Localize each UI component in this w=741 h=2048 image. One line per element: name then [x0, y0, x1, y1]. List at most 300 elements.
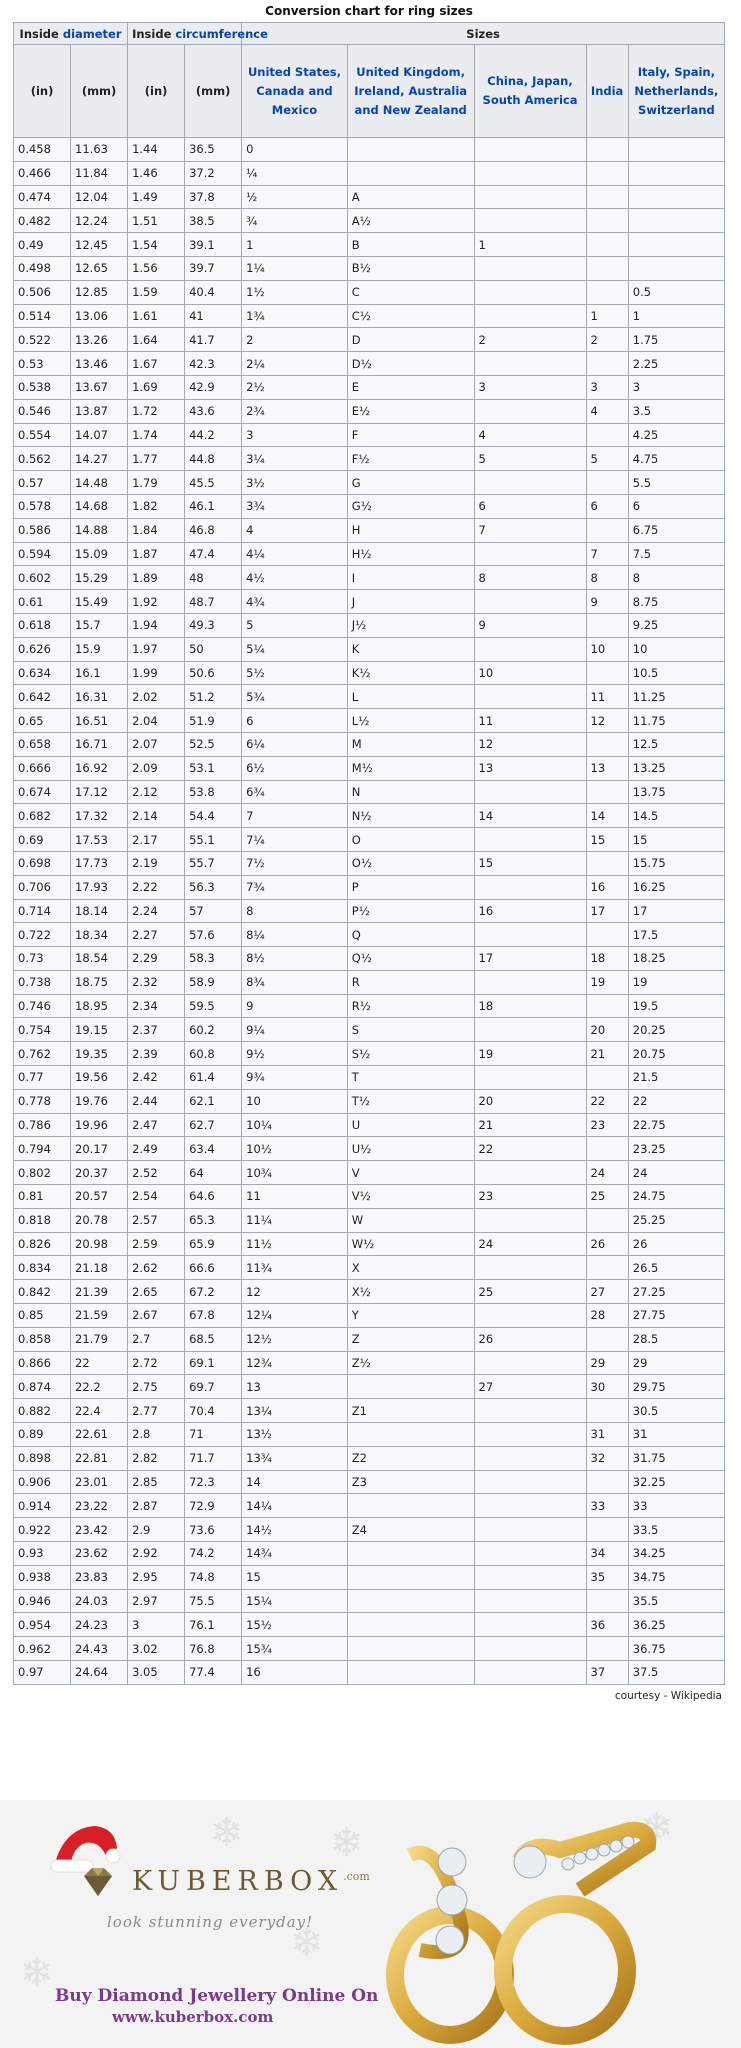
cell-india-size — [586, 1137, 628, 1161]
cell-uk-size: Z4 — [347, 1518, 474, 1542]
cell-mm-diameter: 19.15 — [71, 1018, 128, 1042]
cell-mm-diameter: 21.79 — [71, 1327, 128, 1351]
cell-italy-size: 35.5 — [628, 1589, 724, 1613]
cell-china-size — [474, 1589, 586, 1613]
cell-in-diameter: 0.538 — [14, 375, 71, 399]
cell-mm-diameter: 21.39 — [71, 1280, 128, 1304]
table-row — [14, 851, 725, 875]
cell-uk-size: D½ — [347, 352, 474, 376]
cell-in-circumference: 1.67 — [128, 352, 185, 376]
cell-in-circumference: 1.79 — [128, 471, 185, 495]
cell-uk-size: W — [347, 1208, 474, 1232]
cell-mm-circumference: 62.7 — [185, 1113, 242, 1137]
cell-in-circumference: 2.42 — [128, 1066, 185, 1090]
snowflake-icon: ❄ — [640, 1805, 674, 1851]
cell-mm-diameter: 16.1 — [71, 661, 128, 685]
cell-mm-circumference: 74.8 — [185, 1565, 242, 1589]
cell-italy-size: 14.5 — [628, 804, 724, 828]
cell-mm-diameter: 24.23 — [71, 1613, 128, 1637]
cell-mm-diameter: 11.84 — [71, 161, 128, 185]
cell-in-diameter: 0.522 — [14, 328, 71, 352]
cell-in-circumference: 2.19 — [128, 851, 185, 875]
cell-china-size: 9 — [474, 613, 586, 637]
col-header-mm-diameter: (mm) — [71, 45, 128, 138]
cell-in-diameter: 0.746 — [14, 994, 71, 1018]
cell-in-diameter: 0.954 — [14, 1613, 71, 1637]
cell-mm-circumference: 61.4 — [185, 1066, 242, 1090]
cell-italy-size — [628, 209, 724, 233]
cell-in-circumference: 1.44 — [128, 138, 185, 162]
cell-china-size: 5 — [474, 447, 586, 471]
table-row — [14, 1304, 725, 1328]
cell-italy-size: 10 — [628, 637, 724, 661]
kuberbox-banner[interactable] — [0, 1800, 741, 2048]
cell-mm-diameter: 20.37 — [71, 1161, 128, 1185]
cell-china-size — [474, 923, 586, 947]
cell-uk-size: K — [347, 637, 474, 661]
cell-uk-size: D — [347, 328, 474, 352]
tagline: look stunning everyday! — [107, 1913, 314, 1931]
cell-italy-size: 22.75 — [628, 1113, 724, 1137]
cell-us-size: 3¼ — [242, 447, 348, 471]
cell-in-diameter: 0.618 — [14, 613, 71, 637]
cell-in-circumference: 1.84 — [128, 518, 185, 542]
cell-india-size — [586, 851, 628, 875]
cell-mm-circumference: 75.5 — [185, 1589, 242, 1613]
cell-mm-circumference: 39.7 — [185, 256, 242, 280]
cell-mm-diameter: 15.29 — [71, 566, 128, 590]
cell-india-size — [586, 352, 628, 376]
cell-uk-size — [347, 1613, 474, 1637]
diameter-header-prefix: Inside — [19, 26, 63, 41]
cell-in-diameter: 0.858 — [14, 1327, 71, 1351]
cell-italy-size: 22 — [628, 1089, 724, 1113]
table-row — [14, 1518, 725, 1542]
cell-us-size: 8 — [242, 899, 348, 923]
cell-uk-size: J½ — [347, 613, 474, 637]
cell-italy-size: 29.75 — [628, 1375, 724, 1399]
cell-india-size: 22 — [586, 1089, 628, 1113]
cell-in-circumference: 1.49 — [128, 185, 185, 209]
cell-uk-size: A — [347, 185, 474, 209]
cell-india-size — [586, 280, 628, 304]
cell-in-circumference: 2.14 — [128, 804, 185, 828]
cell-mm-diameter: 13.46 — [71, 352, 128, 376]
cell-india-size — [586, 233, 628, 257]
table-row — [14, 256, 725, 280]
cell-mm-diameter: 14.68 — [71, 494, 128, 518]
col-header-mm-circumference: (mm) — [185, 45, 242, 138]
cell-china-size: 21 — [474, 1113, 586, 1137]
cell-uk-size: B½ — [347, 256, 474, 280]
cell-china-size: 3 — [474, 375, 586, 399]
cell-india-size — [586, 613, 628, 637]
cell-mm-circumference: 45.5 — [185, 471, 242, 495]
table-row — [14, 1089, 725, 1113]
cell-china-size — [474, 1423, 586, 1447]
cell-italy-size: 19 — [628, 970, 724, 994]
cell-uk-size: E — [347, 375, 474, 399]
cell-china-size — [474, 185, 586, 209]
cell-us-size: 7½ — [242, 851, 348, 875]
cell-china-size: 26 — [474, 1327, 586, 1351]
cell-us-size: ¾ — [242, 209, 348, 233]
col-header-india[interactable]: India — [586, 45, 628, 138]
cell-in-diameter: 0.962 — [14, 1637, 71, 1661]
cell-in-diameter: 0.914 — [14, 1494, 71, 1518]
cell-india-size: 16 — [586, 875, 628, 899]
cell-mm-circumference: 77.4 — [185, 1661, 242, 1685]
cell-mm-diameter: 24.43 — [71, 1637, 128, 1661]
cell-mm-diameter: 23.22 — [71, 1494, 128, 1518]
cell-italy-size: 11.75 — [628, 709, 724, 733]
cell-in-circumference: 1.46 — [128, 161, 185, 185]
cell-mm-diameter: 18.75 — [71, 970, 128, 994]
cell-us-size: 9¾ — [242, 1066, 348, 1090]
cell-uk-size: N½ — [347, 804, 474, 828]
cell-india-size: 31 — [586, 1423, 628, 1447]
cell-india-size: 18 — [586, 947, 628, 971]
cell-us-size: 9½ — [242, 1042, 348, 1066]
cell-mm-circumference: 76.8 — [185, 1637, 242, 1661]
cell-in-diameter: 0.594 — [14, 542, 71, 566]
cell-india-size — [586, 161, 628, 185]
col-header-in-diameter: (in) — [14, 45, 71, 138]
cell-us-size: 12 — [242, 1280, 348, 1304]
cell-in-diameter: 0.53 — [14, 352, 71, 376]
cell-in-diameter: 0.906 — [14, 1470, 71, 1494]
cell-uk-size: V½ — [347, 1185, 474, 1209]
cell-in-diameter: 0.922 — [14, 1518, 71, 1542]
cell-in-diameter: 0.586 — [14, 518, 71, 542]
table-row — [14, 994, 725, 1018]
table-row — [14, 304, 725, 328]
table-row — [14, 780, 725, 804]
cell-italy-size: 20.75 — [628, 1042, 724, 1066]
brand-name: KUBERBOX — [132, 1866, 344, 1897]
cell-italy-size: 19.5 — [628, 994, 724, 1018]
cell-in-diameter: 0.786 — [14, 1113, 71, 1137]
cell-in-diameter: 0.514 — [14, 304, 71, 328]
cell-italy-size: 16.25 — [628, 875, 724, 899]
cell-mm-circumference: 63.4 — [185, 1137, 242, 1161]
cell-in-diameter: 0.73 — [14, 947, 71, 971]
cell-china-size — [474, 399, 586, 423]
cell-mm-diameter: 19.56 — [71, 1066, 128, 1090]
cell-china-size — [474, 1399, 586, 1423]
cell-mm-diameter: 12.04 — [71, 185, 128, 209]
cell-in-circumference: 2.49 — [128, 1137, 185, 1161]
cell-mm-circumference: 72.3 — [185, 1470, 242, 1494]
table-row — [14, 566, 725, 590]
cell-uk-size: S — [347, 1018, 474, 1042]
cell-italy-size: 33.5 — [628, 1518, 724, 1542]
cell-us-size: 1 — [242, 233, 348, 257]
cell-mm-circumference: 36.5 — [185, 138, 242, 162]
cell-italy-size: 4.75 — [628, 447, 724, 471]
cell-mm-diameter: 23.62 — [71, 1542, 128, 1566]
cell-uk-size — [347, 1589, 474, 1613]
cell-in-circumference: 2.9 — [128, 1518, 185, 1542]
cell-mm-diameter: 17.12 — [71, 780, 128, 804]
cell-italy-size: 10.5 — [628, 661, 724, 685]
cell-in-diameter: 0.898 — [14, 1446, 71, 1470]
snowflake-icon: ❄ — [290, 1920, 324, 1966]
cell-india-size: 32 — [586, 1446, 628, 1470]
cell-mm-circumference: 68.5 — [185, 1327, 242, 1351]
cell-india-size — [586, 1589, 628, 1613]
cell-uk-size: J — [347, 590, 474, 614]
cell-in-diameter: 0.714 — [14, 899, 71, 923]
cell-india-size — [586, 423, 628, 447]
cell-mm-diameter: 15.9 — [71, 637, 128, 661]
cell-india-size — [586, 1208, 628, 1232]
cell-in-circumference: 2.57 — [128, 1208, 185, 1232]
cell-in-circumference: 2.67 — [128, 1304, 185, 1328]
cell-india-size — [586, 1327, 628, 1351]
cell-india-size: 30 — [586, 1375, 628, 1399]
cell-in-diameter: 0.802 — [14, 1161, 71, 1185]
cell-uk-size: F — [347, 423, 474, 447]
cell-uk-size: I — [347, 566, 474, 590]
cell-mm-circumference: 57.6 — [185, 923, 242, 947]
cell-india-size — [586, 1637, 628, 1661]
cell-in-circumference: 2.65 — [128, 1280, 185, 1304]
cell-china-size — [474, 209, 586, 233]
table-row — [14, 1637, 725, 1661]
cell-in-diameter: 0.698 — [14, 851, 71, 875]
cell-mm-circumference: 44.2 — [185, 423, 242, 447]
cell-in-circumference: 2.95 — [128, 1565, 185, 1589]
cell-mm-diameter: 20.78 — [71, 1208, 128, 1232]
cell-italy-size — [628, 161, 724, 185]
website-link[interactable]: www.kuberbox.com — [112, 2008, 274, 2026]
cell-mm-circumference: 54.4 — [185, 804, 242, 828]
cell-italy-size — [628, 185, 724, 209]
cell-mm-circumference: 65.9 — [185, 1232, 242, 1256]
cell-mm-diameter: 18.54 — [71, 947, 128, 971]
circumference-header-prefix: Inside — [132, 26, 176, 41]
cell-china-size: 4 — [474, 423, 586, 447]
cell-in-circumference: 1.69 — [128, 375, 185, 399]
cell-uk-size — [347, 1375, 474, 1399]
cell-us-size: 8½ — [242, 947, 348, 971]
cell-in-diameter: 0.674 — [14, 780, 71, 804]
diameter-link[interactable]: diameter — [62, 26, 122, 41]
cell-uk-size: G — [347, 471, 474, 495]
cell-in-circumference: 1.94 — [128, 613, 185, 637]
cell-italy-size: 36.25 — [628, 1613, 724, 1637]
cell-mm-circumference: 57 — [185, 899, 242, 923]
cell-mm-circumference: 40.4 — [185, 280, 242, 304]
cell-italy-size: 24.75 — [628, 1185, 724, 1209]
cell-italy-size: 4.25 — [628, 423, 724, 447]
col-header-uk[interactable]: United Kingdom, Ireland, Australia and New Zealand — [347, 45, 474, 138]
kuberbox-logo-icon — [80, 1864, 116, 1900]
cell-mm-diameter: 13.06 — [71, 304, 128, 328]
cell-india-size: 37 — [586, 1661, 628, 1685]
cell-india-size: 27 — [586, 1280, 628, 1304]
cell-china-size — [474, 1446, 586, 1470]
cell-india-size: 24 — [586, 1161, 628, 1185]
cell-us-size: 7 — [242, 804, 348, 828]
cell-us-size: 12¾ — [242, 1351, 348, 1375]
cell-uk-size: Z3 — [347, 1470, 474, 1494]
cell-in-diameter: 0.85 — [14, 1304, 71, 1328]
cell-mm-circumference: 48 — [185, 566, 242, 590]
cell-in-diameter: 0.666 — [14, 756, 71, 780]
cell-india-size — [586, 518, 628, 542]
cell-mm-circumference: 42.9 — [185, 375, 242, 399]
cell-uk-size: W½ — [347, 1232, 474, 1256]
cell-in-diameter: 0.642 — [14, 685, 71, 709]
cell-italy-size: 13.75 — [628, 780, 724, 804]
table-row — [14, 185, 725, 209]
cell-italy-size: 24 — [628, 1161, 724, 1185]
cell-india-size: 34 — [586, 1542, 628, 1566]
cell-mm-circumference: 65.3 — [185, 1208, 242, 1232]
cell-mm-diameter: 13.87 — [71, 399, 128, 423]
table-row — [14, 875, 725, 899]
cell-mm-diameter: 16.92 — [71, 756, 128, 780]
cell-in-diameter: 0.498 — [14, 256, 71, 280]
cell-in-circumference: 1.74 — [128, 423, 185, 447]
cell-in-circumference: 1.61 — [128, 304, 185, 328]
circumference-link[interactable]: circumference — [175, 26, 268, 41]
cell-china-size — [474, 828, 586, 852]
cell-china-size: 1 — [474, 233, 586, 257]
cell-uk-size: Z — [347, 1327, 474, 1351]
cell-uk-size: B — [347, 233, 474, 257]
cell-china-size: 13 — [474, 756, 586, 780]
cell-in-diameter: 0.506 — [14, 280, 71, 304]
cell-us-size: 3½ — [242, 471, 348, 495]
cell-uk-size: R — [347, 970, 474, 994]
cell-in-circumference: 2.39 — [128, 1042, 185, 1066]
cell-italy-size: 29 — [628, 1351, 724, 1375]
cell-in-circumference: 1.64 — [128, 328, 185, 352]
cell-mm-diameter: 12.24 — [71, 209, 128, 233]
chart-caption: Conversion chart for ring sizes — [265, 4, 473, 18]
cell-us-size: 4 — [242, 518, 348, 542]
cell-china-size — [474, 875, 586, 899]
cell-mm-diameter: 17.53 — [71, 828, 128, 852]
cell-us-size: 11¼ — [242, 1208, 348, 1232]
cell-china-size — [474, 1542, 586, 1566]
cell-uk-size — [347, 1565, 474, 1589]
cell-us-size: 11½ — [242, 1232, 348, 1256]
table-row — [14, 947, 725, 971]
cell-us-size: 6 — [242, 709, 348, 733]
cell-india-size — [586, 1256, 628, 1280]
table-row — [14, 1399, 725, 1423]
col-header-italy[interactable]: Italy, Spain, Netherlands, Switzerland — [628, 45, 724, 138]
cell-uk-size: O½ — [347, 851, 474, 875]
cell-in-circumference: 2.17 — [128, 828, 185, 852]
cell-in-circumference: 1.72 — [128, 399, 185, 423]
cell-italy-size: 5.5 — [628, 471, 724, 495]
cell-mm-diameter: 24.64 — [71, 1661, 128, 1685]
cell-uk-size: C½ — [347, 304, 474, 328]
cell-italy-size: 37.5 — [628, 1661, 724, 1685]
cell-mm-circumference: 39.1 — [185, 233, 242, 257]
cell-china-size: 17 — [474, 947, 586, 971]
cell-india-size: 1 — [586, 304, 628, 328]
cell-mm-diameter: 21.18 — [71, 1256, 128, 1280]
cell-mm-diameter: 14.48 — [71, 471, 128, 495]
cell-uk-size: G½ — [347, 494, 474, 518]
cell-india-size: 9 — [586, 590, 628, 614]
cell-in-circumference: 2.29 — [128, 947, 185, 971]
cell-mm-circumference: 60.8 — [185, 1042, 242, 1066]
cell-us-size: 7¾ — [242, 875, 348, 899]
cell-in-diameter: 0.77 — [14, 1066, 71, 1090]
table-row — [14, 352, 725, 376]
table-row — [14, 233, 725, 257]
cell-us-size: 15 — [242, 1565, 348, 1589]
table-row — [14, 209, 725, 233]
cell-china-size: 2 — [474, 328, 586, 352]
cell-us-size: 9 — [242, 994, 348, 1018]
cell-italy-size: 34.75 — [628, 1565, 724, 1589]
cell-us-size: 0 — [242, 138, 348, 162]
cell-uk-size — [347, 1637, 474, 1661]
cell-uk-size: H½ — [347, 542, 474, 566]
cell-india-size: 23 — [586, 1113, 628, 1137]
cell-mm-diameter: 17.73 — [71, 851, 128, 875]
col-header-china[interactable]: China, Japan, South America — [474, 45, 586, 138]
cell-italy-size: 27.25 — [628, 1280, 724, 1304]
col-header-us[interactable]: United States, Canada and Mexico — [242, 45, 348, 138]
cell-in-diameter: 0.89 — [14, 1423, 71, 1447]
cell-india-size: 19 — [586, 970, 628, 994]
cell-us-size: ¼ — [242, 161, 348, 185]
cell-us-size: 6¼ — [242, 732, 348, 756]
cell-mm-circumference: 46.8 — [185, 518, 242, 542]
cell-in-diameter: 0.738 — [14, 970, 71, 994]
cell-in-diameter: 0.57 — [14, 471, 71, 495]
cell-china-size — [474, 780, 586, 804]
cell-us-size: 1¼ — [242, 256, 348, 280]
cell-china-size — [474, 1018, 586, 1042]
cell-mm-circumference: 58.9 — [185, 970, 242, 994]
cell-india-size: 13 — [586, 756, 628, 780]
cell-us-size: 14 — [242, 1470, 348, 1494]
cell-in-circumference: 2.52 — [128, 1161, 185, 1185]
cell-uk-size: O — [347, 828, 474, 852]
cell-india-size — [586, 732, 628, 756]
cell-italy-size: 9.25 — [628, 613, 724, 637]
cell-us-size: 1¾ — [242, 304, 348, 328]
cell-china-size — [474, 1304, 586, 1328]
cell-us-size: 5½ — [242, 661, 348, 685]
cell-italy-size: 6 — [628, 494, 724, 518]
cell-mm-diameter: 13.26 — [71, 328, 128, 352]
snowflake-icon: ❄ — [330, 1820, 364, 1866]
cell-uk-size: M½ — [347, 756, 474, 780]
cell-in-circumference: 2.27 — [128, 923, 185, 947]
cell-in-circumference: 1.77 — [128, 447, 185, 471]
cell-italy-size: 2.25 — [628, 352, 724, 376]
cell-mm-diameter: 17.93 — [71, 875, 128, 899]
cell-uk-size: K½ — [347, 661, 474, 685]
cell-in-diameter: 0.578 — [14, 494, 71, 518]
cell-in-diameter: 0.842 — [14, 1280, 71, 1304]
cell-india-size: 5 — [586, 447, 628, 471]
cell-uk-size: Z1 — [347, 1399, 474, 1423]
cell-in-circumference: 3.02 — [128, 1637, 185, 1661]
cell-india-size: 7 — [586, 542, 628, 566]
